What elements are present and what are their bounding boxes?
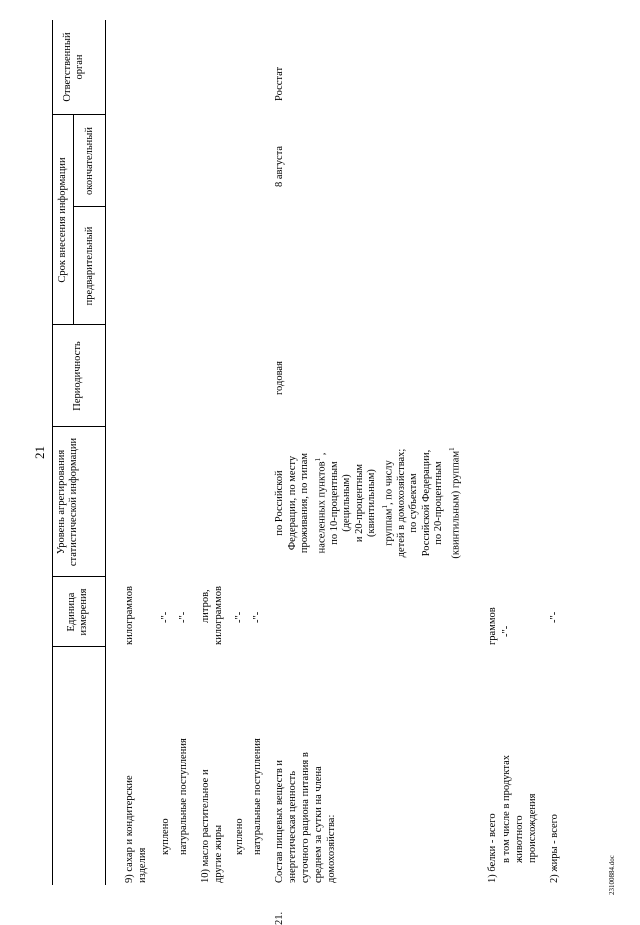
aggregation-line: детей в домохозяйствах; — [395, 448, 407, 558]
row-sugar-bought-name: куплено — [160, 818, 171, 855]
row-21-number: 21. — [274, 911, 285, 925]
aggregation-line: Российской Федерации, — [420, 449, 432, 557]
header-responsible: Ответственный орган — [62, 32, 85, 102]
aggregation-line: Федерации, по месту — [286, 455, 298, 551]
footnote-mark: 1 — [313, 457, 322, 462]
row-proteins-unit: граммов — [487, 607, 498, 645]
page-number: 21 — [32, 446, 47, 459]
row-oil-bought-name: куплено — [234, 818, 245, 855]
row-oil-unit-2: килограммов — [213, 586, 224, 645]
row-sugar-natural-name: натуральные поступления — [178, 738, 189, 855]
footnote-mark: 1 — [447, 447, 456, 451]
footer-doc-name: 23100884.doc — [608, 855, 616, 895]
row-21-name-line2: энергетическая ценность — [287, 770, 298, 883]
row-sugar-name: 9) сахар и кондитерские — [124, 775, 135, 883]
aggregation-line: (квинтильным) группам$^1$ — [447, 447, 461, 559]
header-deadline: Срок внесения информации — [57, 157, 68, 283]
row-oil-natural-unit: -"- — [252, 611, 263, 623]
header-unit: Единица измерения — [66, 588, 89, 636]
row-animal-proteins-name-2: животного — [514, 815, 525, 863]
row-21-name-line4: среднем за сутки на члена — [313, 766, 324, 883]
row-oil-name-2: другие жиры — [213, 824, 224, 883]
aggregation-line: (децильным) — [341, 474, 352, 532]
col-divider-periodicity — [52, 426, 105, 427]
row-oil-name: 10) масло растительное и — [200, 769, 211, 883]
aggregation-line: населенных пунктов$^1$ , — [313, 452, 327, 554]
row-21-name-line1: Состав пищевых веществ и — [274, 759, 285, 883]
row-animal-proteins-name-3: происхождения — [527, 793, 538, 863]
aggregation-line: (квинтильным) — [366, 469, 377, 537]
col-divider-unit — [52, 646, 105, 647]
header-final: окончательный — [84, 127, 95, 195]
row-21-final-deadline: 8 августа — [274, 145, 285, 187]
row-21-periodicity: годовая — [274, 361, 285, 395]
aggregation-line: по 20-процентным — [433, 461, 444, 545]
header-periodicity: Периодичность — [72, 341, 83, 411]
row-21-responsible: Росстат — [274, 66, 285, 101]
header-aggregation: Уровень агрегирования статистической информации — [56, 437, 79, 567]
row-sugar-bought-unit: -"- — [160, 611, 171, 623]
header-preliminary: предварительный — [84, 226, 95, 306]
rotated-table-page — [20, 20, 620, 925]
row-oil-natural-name: натуральные поступления — [252, 738, 263, 855]
row-21-name-line5: домохозяйства: — [326, 814, 337, 883]
row-sugar-natural-unit: -"- — [178, 611, 189, 623]
row-oil-unit: литров, — [200, 589, 211, 623]
deadline-subheader-line — [73, 115, 74, 325]
footnote-mark: 1 — [380, 505, 389, 509]
row-proteins-name: 1) белки - всего — [487, 813, 498, 883]
row-sugar-name-2: изделия — [137, 847, 148, 883]
aggregation-line: по Российской — [274, 470, 285, 536]
row-fats-unit: -"- — [549, 611, 560, 623]
row-21-aggregation — [274, 433, 463, 573]
aggregation-line: и 20-процентным — [353, 463, 365, 543]
header-bottom-border — [105, 20, 106, 885]
aggregation-line: по 10-процентным — [328, 461, 340, 545]
aggregation-line: группам$^1$, по числу — [380, 460, 394, 546]
row-oil-bought-unit: -"- — [234, 611, 245, 623]
row-animal-proteins-unit: -"- — [501, 625, 512, 637]
row-sugar-unit: килограммов — [124, 586, 135, 645]
row-fats-name: 2) жиры - всего — [549, 814, 560, 883]
aggregation-line: по субъектам — [408, 473, 419, 533]
table-top-border — [52, 20, 53, 885]
col-divider-aggregation — [52, 576, 105, 577]
aggregation-line: проживания, по типам — [299, 452, 310, 554]
row-animal-proteins-name-1: в том числе в продуктах — [501, 754, 512, 863]
row-21-name-line3: суточного рациона питания в — [300, 752, 311, 883]
